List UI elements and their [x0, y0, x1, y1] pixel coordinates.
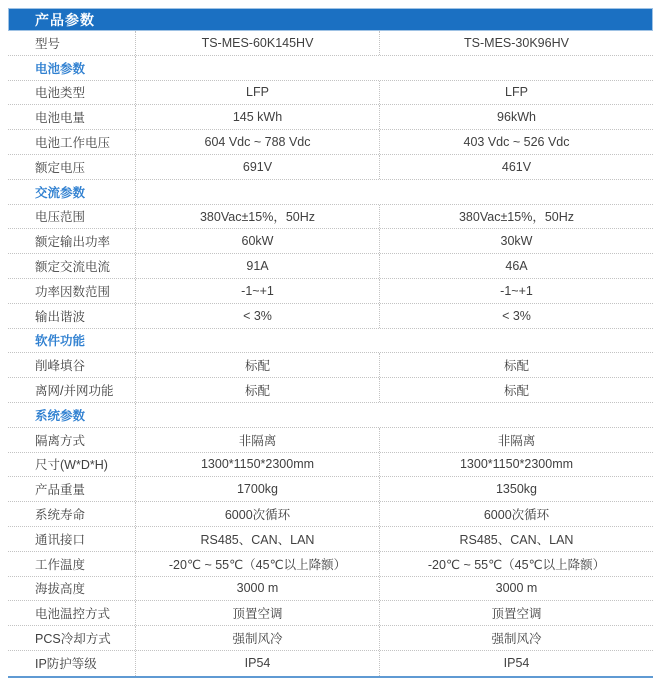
table-row: [8, 130, 653, 155]
table-row: [8, 651, 653, 676]
row-label: 电池工作电压: [35, 136, 111, 151]
cell-value-col1: < 3%: [135, 304, 379, 328]
cell-value-col2: RS485、CAN、LAN: [379, 527, 653, 551]
spec-table: [8, 31, 653, 676]
table-row: [8, 81, 653, 106]
cell-value-col2: 380Vac±15%，50Hz: [379, 205, 653, 229]
page-title-band: [8, 8, 653, 31]
cell-value-col2: IP54: [379, 651, 653, 676]
section-row: [8, 403, 653, 428]
cell-value-col1: 强制风冷: [135, 626, 379, 650]
cell-value-col1: 380Vac±15%，50Hz: [135, 205, 379, 229]
table-row: [8, 601, 653, 626]
section-row: [8, 180, 653, 205]
table-row: [8, 502, 653, 527]
row-label: 通讯接口: [35, 532, 86, 547]
cell-value-col2: -20℃ ~ 55℃（45℃以上降额）: [379, 552, 653, 576]
table-row: [8, 577, 653, 602]
table-row: [8, 155, 653, 180]
cell-value-col1: 691V: [135, 155, 379, 179]
row-label: 功率因数范围: [35, 284, 111, 299]
cell-value-col1: 顶置空调: [135, 601, 379, 625]
table-bottom-rule: [8, 676, 653, 678]
cell-value-col1: 604 Vdc ~ 788 Vdc: [135, 130, 379, 154]
cell-value-col1: 1700kg: [135, 477, 379, 501]
table-row: [8, 477, 653, 502]
table-row: [8, 453, 653, 478]
table-row: [8, 626, 653, 651]
table-row: [8, 205, 653, 230]
table-row: [8, 428, 653, 453]
row-label: 隔离方式: [35, 433, 86, 448]
cell-value-col2: < 3%: [379, 304, 653, 328]
cell-value-col2: 顶置空调: [379, 601, 653, 625]
section-spacer: [135, 56, 653, 80]
cell-value-col2: 非隔离: [379, 428, 653, 452]
row-label: 电池类型: [35, 86, 86, 101]
cell-value-col1: 6000次循环: [135, 502, 379, 526]
cell-value-col1: TS-MES-60K145HV: [135, 31, 379, 55]
row-label: 产品重量: [35, 483, 86, 498]
cell-value-col2: 1300*1150*2300mm: [379, 453, 653, 477]
cell-value-col2: TS-MES-30K96HV: [379, 31, 653, 55]
table-row: [8, 229, 653, 254]
table-row: [8, 304, 653, 329]
cell-value-col1: 1300*1150*2300mm: [135, 453, 379, 477]
row-label: 额定电压: [35, 160, 86, 175]
row-label: PCS冷却方式: [35, 632, 111, 647]
cell-value-col2: 6000次循环: [379, 502, 653, 526]
table-row: [8, 254, 653, 279]
page-title: 产品参数: [35, 11, 95, 28]
section-title: 软件功能: [35, 334, 86, 349]
cell-value-col1: LFP: [135, 81, 379, 105]
cell-value-col2: 96kWh: [379, 105, 653, 129]
cell-value-col2: 403 Vdc ~ 526 Vdc: [379, 130, 653, 154]
cell-value-col1: 非隔离: [135, 428, 379, 452]
row-label: 削峰填谷: [35, 359, 86, 374]
cell-value-col2: 标配: [379, 378, 653, 402]
cell-value-col2: 46A: [379, 254, 653, 278]
section-title: 系统参数: [35, 408, 86, 423]
row-label: 海拔高度: [35, 582, 86, 597]
row-label: IP防护等级: [35, 657, 97, 672]
cell-value-col1: IP54: [135, 651, 379, 676]
row-label: 电压范围: [35, 210, 86, 225]
section-row: [8, 329, 653, 354]
section-title: 交流参数: [35, 185, 86, 200]
cell-value-col2: 强制风冷: [379, 626, 653, 650]
row-label: 离网/并网功能: [35, 384, 114, 399]
section-spacer: [135, 403, 653, 427]
cell-value-col1: 60kW: [135, 229, 379, 253]
cell-value-col1: 91A: [135, 254, 379, 278]
cell-value-col1: 3000 m: [135, 577, 379, 601]
row-label: 型号: [35, 36, 61, 51]
section-row: [8, 56, 653, 81]
cell-value-col2: 461V: [379, 155, 653, 179]
cell-value-col1: -1~+1: [135, 279, 379, 303]
cell-value-col1: -20℃ ~ 55℃（45℃以上降额）: [135, 552, 379, 576]
table-row: [8, 31, 653, 56]
table-row: [8, 353, 653, 378]
row-label: 额定交流电流: [35, 260, 111, 275]
row-label: 电池电量: [35, 111, 86, 126]
row-label: 尺寸(W*D*H): [35, 458, 108, 473]
section-spacer: [135, 180, 653, 204]
table-row: [8, 279, 653, 304]
cell-value-col2: LFP: [379, 81, 653, 105]
row-label: 额定输出功率: [35, 235, 111, 250]
table-row: [8, 552, 653, 577]
section-title: 电池参数: [35, 61, 86, 76]
cell-value-col1: 标配: [135, 353, 379, 377]
row-label: 电池温控方式: [35, 607, 111, 622]
cell-value-col2: 1350kg: [379, 477, 653, 501]
section-spacer: [135, 329, 653, 353]
cell-value-col2: 3000 m: [379, 577, 653, 601]
cell-value-col1: RS485、CAN、LAN: [135, 527, 379, 551]
row-label: 输出谐波: [35, 309, 86, 324]
table-row: [8, 105, 653, 130]
cell-value-col1: 标配: [135, 378, 379, 402]
cell-value-col2: 标配: [379, 353, 653, 377]
row-label: 工作温度: [35, 557, 86, 572]
table-row: [8, 378, 653, 403]
table-row: [8, 527, 653, 552]
cell-value-col1: 145 kWh: [135, 105, 379, 129]
row-label: 系统寿命: [35, 508, 86, 523]
cell-value-col2: 30kW: [379, 229, 653, 253]
cell-value-col2: -1~+1: [379, 279, 653, 303]
